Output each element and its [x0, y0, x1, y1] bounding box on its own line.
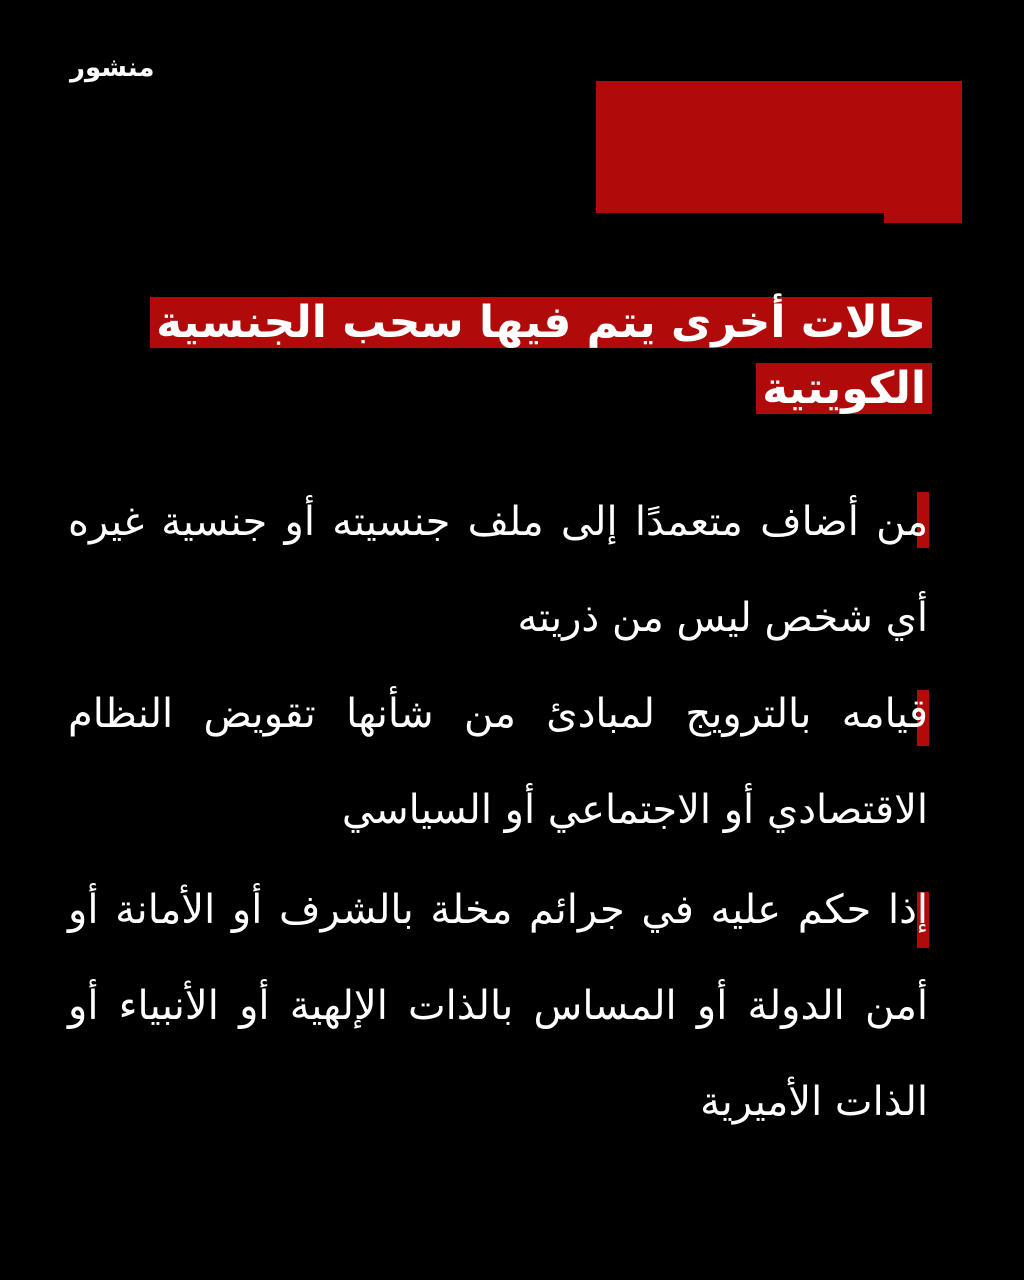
headline — [72, 290, 932, 422]
brand-logo: منشور — [70, 53, 155, 83]
headline-text: حالات أخرى يتم فيها سحب الجنسية الكويتية — [150, 297, 932, 414]
list-item-1: من أضاف متعمدًا إلى ملف جنسيته أو جنسية غيره أي شخص ليس من ذريته — [68, 499, 928, 641]
decorative-red-block-notch — [596, 213, 884, 223]
list-item-3: إذا حكم عليه في جرائم مخلة بالشرف أو الأمانة أو أمن الدولة أو المساس بالذات الإلهية أو الأنبياء أو الذات الأميرية — [68, 887, 928, 1125]
list-item-2: قيامه بالترويج لمبادئ من شأنها تقويض النظام الاقتصادي أو الاجتماعي أو السياسي — [68, 691, 928, 833]
decorative-red-block — [596, 81, 962, 223]
